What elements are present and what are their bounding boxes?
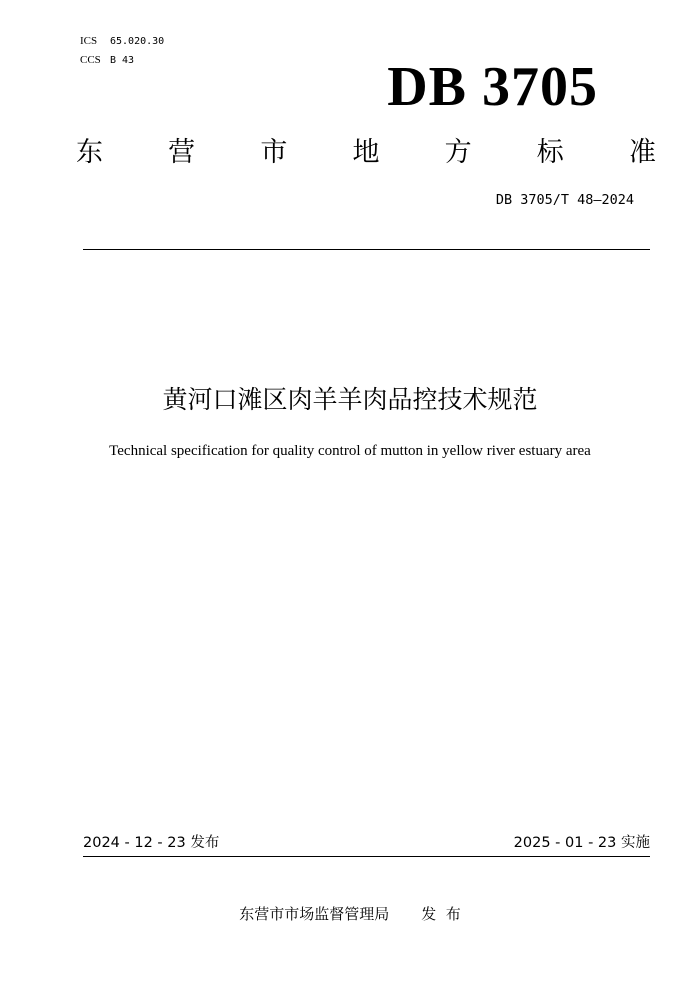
standard-kind-char: 准 — [628, 137, 656, 168]
publisher-name: 东营市市场监督管理局 — [239, 905, 390, 923]
publisher — [0, 903, 700, 925]
standard-kind-char: 营 — [168, 137, 196, 168]
header-divider — [83, 249, 650, 250]
title-chinese: 黄河口滩区肉羊羊肉品控技术规范 — [162, 385, 538, 414]
standard-code: DB 3705 — [387, 56, 598, 118]
standard-kind-char: 方 — [444, 137, 472, 168]
publisher-action: 发 布 — [421, 905, 461, 923]
issue-date: 2024 - 12 - 23 发布 — [83, 835, 220, 851]
standard-kind-char: 标 — [536, 137, 564, 168]
standard-kind-char: 市 — [260, 137, 288, 168]
ccs-label: CCS — [80, 54, 101, 66]
ccs-value: B 43 — [110, 55, 135, 66]
ics-label: ICS — [80, 35, 98, 47]
implementation-date: 2025 - 01 - 23 实施 — [513, 835, 650, 851]
footer-divider — [83, 856, 650, 857]
title-english: Technical specification for quality control of mutton in yellow river estuary area — [109, 443, 591, 459]
standard-kind — [76, 135, 656, 171]
standard-kind-char: 地 — [352, 137, 380, 168]
standard-number: DB 3705/T 48—2024 — [495, 192, 634, 208]
ics-value: 65.020.30 — [110, 36, 165, 47]
standard-kind-char: 东 — [76, 137, 103, 168]
ccs-classification — [80, 53, 134, 68]
ics-classification — [80, 34, 164, 49]
